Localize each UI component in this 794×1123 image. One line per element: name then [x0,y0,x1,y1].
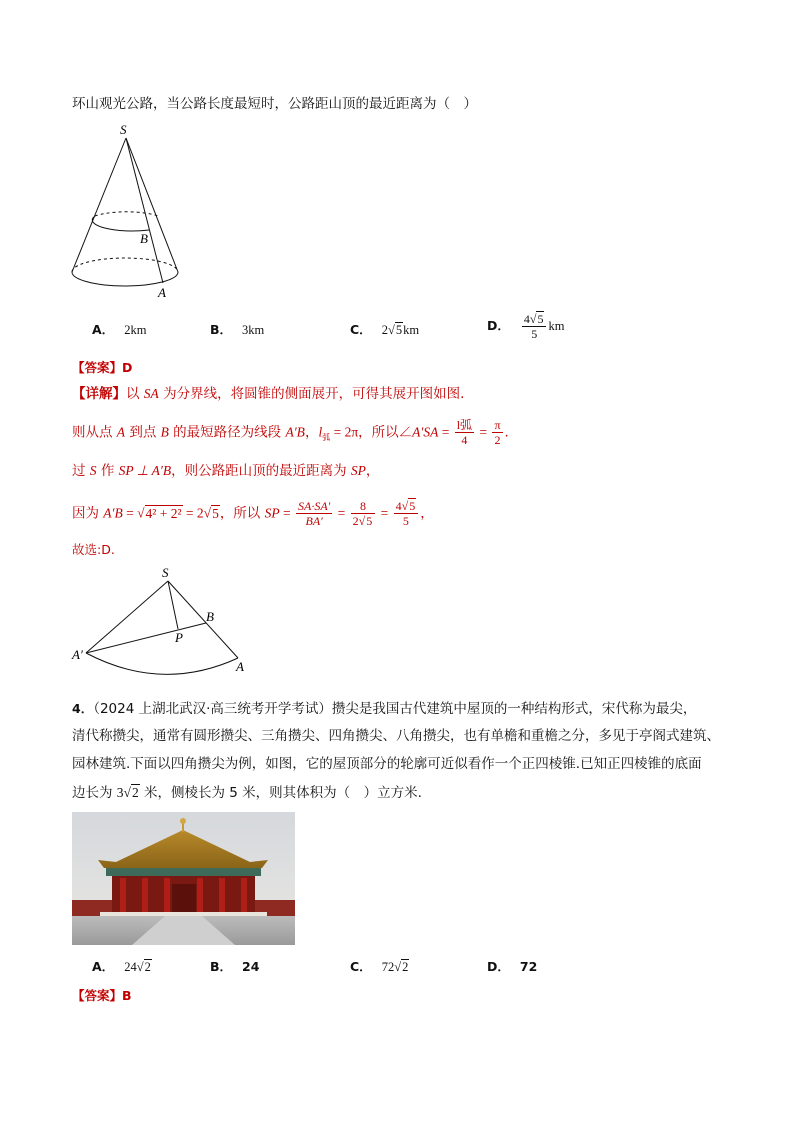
option-key: B． [210,959,233,974]
label-s: S [120,122,127,137]
option-key: A． [92,959,115,974]
detail-line-5: 故选:D. [72,542,115,557]
option-key: C． [350,959,372,974]
detail-line-4: 因为 A′B = √4² + 2² = 2√5，所以 SP = $\frac{SA\cdot SA'}{BA'}$ = $\frac{8}{2√5}$ = $\frac{4√5}{5}$ ， [72,499,434,528]
q3-option-c[interactable]: C． 2√5km [350,322,420,337]
base-ellipse-back [72,258,178,272]
q3-option-d[interactable]: D． $\frac{4√5}{5}$ km [487,312,565,341]
label-a: A [158,285,166,300]
option-key: D． [487,959,510,974]
segment-s-p [168,581,178,629]
q3-option-a[interactable] [92,320,146,338]
q4-option-b[interactable]: B． 24 [210,959,260,974]
q3-answer: 【答案】D [72,360,133,375]
cone-sa-line [126,138,163,283]
option-text: 2km [124,323,147,337]
label-s: S [162,565,169,580]
sector-radius-left [86,581,168,653]
q4-line-3: 园林建筑.下面以四角攒尖为例，如图，它的屋顶部分的轮廓可近似看作一个正四棱锥.已知正四棱锥的底面 [72,756,702,772]
q3-option-b[interactable] [210,320,264,338]
cone-right-edge [126,138,178,272]
label-a: A [236,659,244,674]
label-a1: A′ [72,647,83,662]
q4-option-d[interactable]: D． 72 [487,959,538,974]
q4-option-a[interactable]: A． 24√2 [92,959,151,974]
detail-line-3: 过 S 作 SP ⊥ A′B，则公路距山顶的最近距离为 SP， [72,463,380,479]
option-key: C． [350,322,372,337]
label-b: B [140,231,148,246]
q4-line-2: 清代称攒尖，通常有圆形攒尖、三角攒尖、四角攒尖、八角攒尖，也有单檐和重檐之分，多见于亭阁式建筑、 [72,728,720,744]
option-fraction: $\frac{4√5}{5}$ [522,312,547,341]
detail-line-1: 【详解】以 SA 为分界线，将圆锥的侧面展开，可得其展开图如图. [72,386,465,402]
q4-option-c[interactable]: C． 72√2 [350,959,409,974]
sector-arc [86,653,238,674]
label-b: B [206,609,214,624]
option-text: 3km [242,323,265,337]
mid-ellipse-back [95,212,158,216]
sector-radius-right [168,581,238,658]
cone-figure [66,118,196,300]
segment-a1-b [86,623,206,653]
label-p: P [175,630,183,645]
option-key: B． [210,322,233,337]
option-key: D． [487,318,510,333]
q4-line-4: 边长为 3√2 米，侧棱长为 5 米，则其体积为（ ）立方米. [72,785,422,801]
q3-stem: 环山观光公路，当公路长度最短时，公路距山顶的最近距离为（ ） [72,96,477,112]
sector-figure [66,563,256,675]
mid-ellipse-front [92,216,149,231]
q4-line-1: 4．（2024 上湖北武汉·高三统考开学考试）攒尖是我国古代建筑中屋顶的一种结构形式，宋代称为最尖， [72,701,697,717]
detail-line-2: 则从点 A 到点 B 的最短路径为线段 A′B，$l_弧 = 2\pi$，所以∠A′SA = $\frac{\text{l弧}}{4}$ = $\frac{\pi}{2}$ . [72,418,509,447]
q4-answer: 【答案】B [72,988,132,1003]
pavilion-photo [72,812,295,945]
option-key: A． [92,322,115,337]
cone-left-edge [72,138,126,272]
